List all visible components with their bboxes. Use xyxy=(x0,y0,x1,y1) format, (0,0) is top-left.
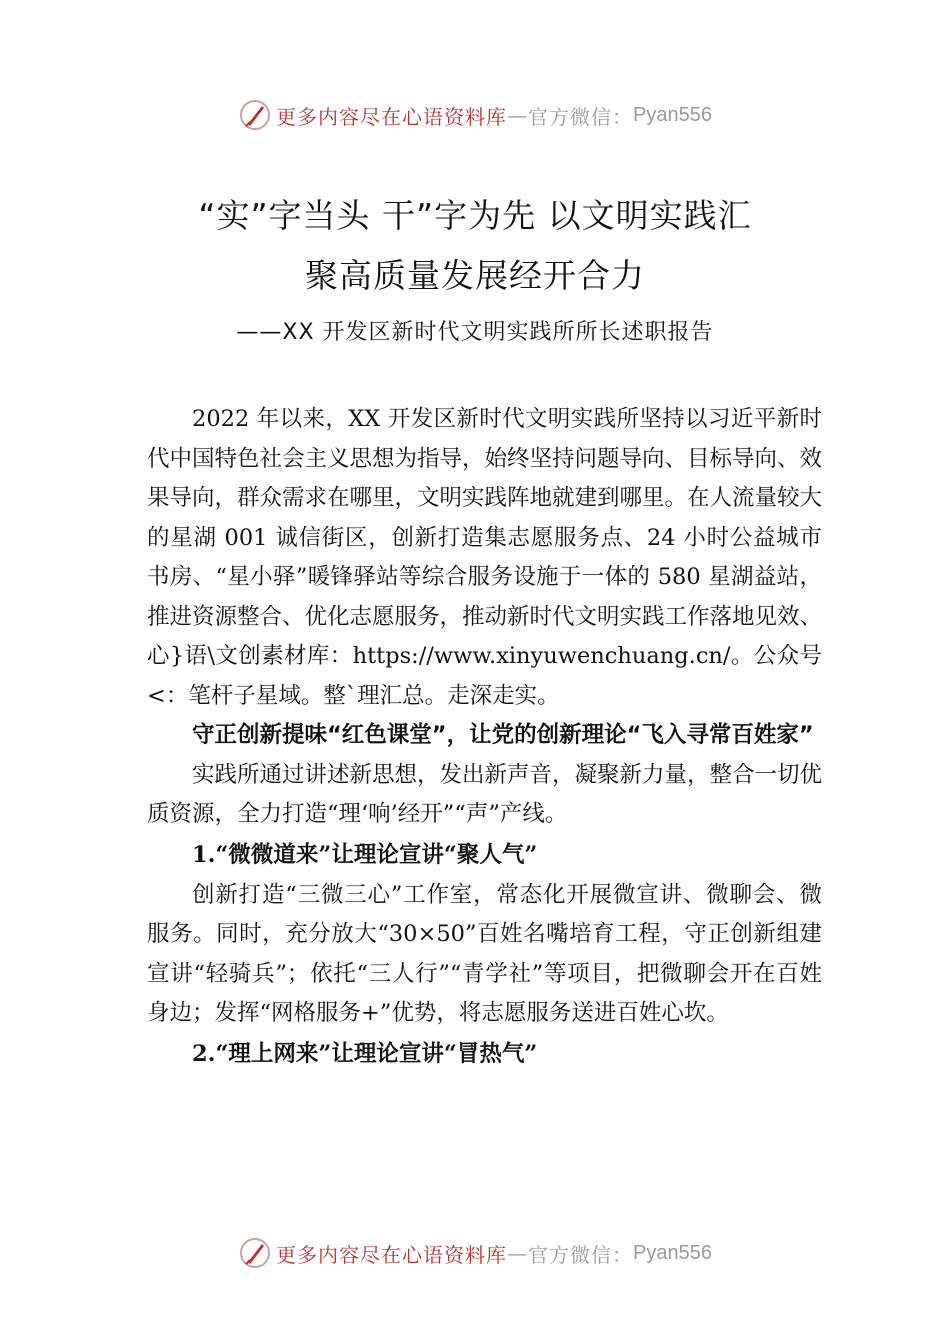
header-watermark-banner xyxy=(0,95,950,135)
document-title-line1: “实”字当头 干”字为先 以文明实践汇 xyxy=(198,196,752,235)
banner-wechat-id: Pyan556 xyxy=(633,1241,712,1264)
document-title-line2: 聚高质量发展经开合力 xyxy=(305,256,645,295)
document-body xyxy=(147,400,822,1075)
quill-logo-icon xyxy=(238,1236,272,1270)
banner-separator: — xyxy=(507,103,529,127)
item1-paragraph: 创新打造“三微三心”工作室，常态化开展微宣讲、微聊会、微服务。同时，充分放大“30×50”百姓名嘴培育工程，守正创新组建宣讲“轻骑兵”；依托“三人行”“青学社”等项目，把微聊会开在百姓身边；发挥“网格服务+”优势，将志愿服务送进百姓心坎。 xyxy=(147,881,822,1026)
section1-heading: 守正创新提味“红色课堂”，让党的创新理论“飞入寻常百姓家” xyxy=(192,722,814,748)
banner-official-label: 官方微信： xyxy=(528,104,634,129)
banner-wechat-id: Pyan556 xyxy=(633,103,712,126)
item2-heading: 2.“理上网来”让理论宣讲“冒热气” xyxy=(192,1040,538,1067)
item1-heading: 1.“微微道来”让理论宣讲“聚人气” xyxy=(192,841,538,868)
document-subtitle: ——XX 开发区新时代文明实践所所长述职报告 xyxy=(236,320,714,345)
banner-official-label: 官方微信： xyxy=(528,1242,634,1267)
quill-logo-icon xyxy=(238,98,272,132)
banner-separator: — xyxy=(507,1241,529,1265)
footer-watermark-banner xyxy=(0,1233,950,1273)
banner-brand-text: 更多内容尽在心语资料库 xyxy=(276,1242,508,1267)
banner-brand-text: 更多内容尽在心语资料库 xyxy=(276,104,508,129)
intro-paragraph: 2022 年以来，XX 开发区新时代文明实践所坚持以习近平新时代中国特色社会主义思想为指导，始终坚持问题导向、目标导向、效果导向，群众需求在哪里，文明实践阵地就建到哪里。在人流量较大的星湖 001 诚信街区，创新打造集志愿服务点、24 小时公益城市书房、“星小驿”暖锋驿站等综合服务设施于一体的 580 星湖益站，推进资源整合、优化志愿服务，推动新时代文明实践工作落地见效、心}语\文创素材库：https://www.xinyuwenchuang.cn/。公众号<：笔杆子星域。整`理汇总。走深走实。 xyxy=(147,406,823,709)
section1-paragraph: 实践所通过讲述新思想，发出新声音，凝聚新力量，整合一切优质资源，全力打造“理‘响’经开”“声”产线。 xyxy=(147,761,823,827)
